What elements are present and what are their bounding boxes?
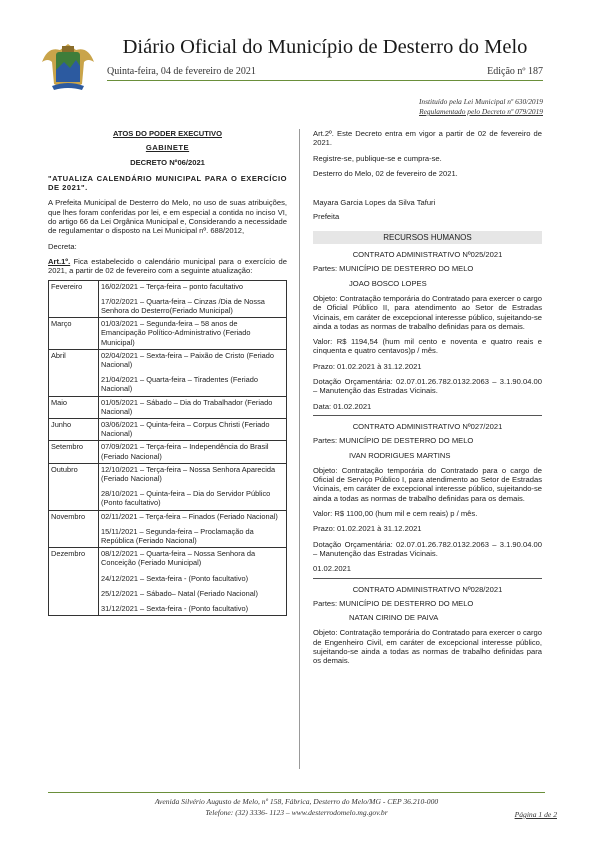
institution-note	[419, 97, 543, 117]
article-1-text: Fica estabelecido o calendário municipal para o exercício de 2021, a partir de 02 de fevereiro com a seguinte atualização:	[48, 256, 287, 276]
calendar-row	[49, 318, 287, 350]
calendar-row	[49, 510, 287, 548]
edition-number: Edição nº 187	[487, 66, 543, 77]
calendar-row	[49, 396, 287, 418]
contract-name: NATAN CIRINO DE PAIVA	[349, 613, 439, 623]
calendar-month: Outubro	[49, 463, 99, 510]
place-date: Desterro do Melo, 02 de fevereiro de 2021.	[313, 168, 458, 178]
footer-address: Avenida Silvério Augusto de Melo, nº 158, Fábrica, Desterro do Melo/MG - CEP 36.210-000	[154, 797, 439, 806]
calendar-event: 31/12/2021 – Sexta-feira - (Ponto facultativo)	[101, 604, 249, 614]
contract-block	[313, 585, 542, 666]
contract-parties: Partes: MUNICÍPIO DE DESTERRO DO MELO	[313, 436, 474, 446]
calendar-event: 08/12/2021 – Quarta-feira – Nossa Senhora da Conceição (Feriado Municipal)	[101, 549, 256, 568]
calendar-event: 21/04/2021 – Quarta-feira – Tiradentes (Feriado Nacional)	[101, 375, 258, 394]
footer	[48, 796, 545, 818]
coat-of-arms-icon	[38, 40, 98, 92]
calendar-events	[99, 396, 287, 418]
issue-date: Quinta-feira, 04 de fevereiro de 2021	[107, 66, 256, 77]
calendar-event: 01/05/2021 – Sábado – Dia do Trabalhador (Feriado Nacional)	[101, 397, 273, 416]
calendar-event: 24/12/2021 – Sexta-feira - (Ponto facultativo)	[101, 573, 249, 583]
contract-value: Valor: R$ 1100,00 (hum mil e cem reais) p / mês.	[313, 509, 478, 519]
calendar-event: 03/06/2021 – Quinta-feira – Corpus Christi (Feriado Nacional)	[101, 420, 270, 439]
contract-date: 01.02.2021	[313, 564, 352, 574]
calendar-events	[99, 280, 287, 318]
calendar-month: Abril	[49, 349, 99, 396]
contract-title: CONTRATO ADMINISTRATIVO Nº025/2021	[352, 250, 503, 260]
decree-ementa: "ATUALIZA CALENDÁRIO MUNICIPAL PARA O EXERCÍCIO DE 2021".	[48, 173, 287, 193]
signer-role: Prefeita	[313, 212, 340, 222]
contract-object: Objeto: Contratação temporária do Contratado para exercer o cargo de Oficial Público II, para atendimento ao Setor de Estradas Vicinais, em caráter de excepcional interesse público, sujeitando-se ainda a todas as normas de trabalho definidas para os demais.	[313, 293, 542, 331]
calendar-events	[99, 463, 287, 510]
calendar-event: 02/11/2021 – Terça-feira – Finados (Feriado Nacional)	[101, 511, 278, 521]
calendar-event: 07/09/2021 – Terça-feira – Independência do Brasil (Feriado Nacional)	[101, 442, 269, 461]
calendar-row	[49, 463, 287, 510]
page-title: Diário Oficial do Município de Desterro do Melo	[122, 36, 528, 58]
calendar-event: 01/03/2021 – Segunda-feira – 58 anos de Emancipação Político-Administrativo (Feriado Municipal)	[101, 319, 251, 347]
contract-budget: Dotação Orçamentária: 02.07.01.26.782.0132.2063 – 3.1.90.04.00 – Manutenção das Estradas Vicinais.	[313, 539, 542, 558]
column-divider	[299, 129, 300, 769]
calendar-events	[99, 441, 287, 463]
subsection-title: GABINETE	[145, 143, 190, 153]
calendar-month: Dezembro	[49, 548, 99, 616]
page-number: Página 1 de 2	[514, 810, 557, 819]
calendar-row	[49, 441, 287, 463]
institution-line: Instituído pela Lei Municipal nº 630/2019	[418, 97, 543, 106]
header-rule	[107, 80, 543, 81]
calendar-row	[49, 280, 287, 318]
calendar-month: Setembro	[49, 441, 99, 463]
contract-title: CONTRATO ADMINISTRATIVO Nº027/2021	[352, 421, 503, 431]
signer-name: Mayara Garcia Lopes da Silva Tafuri	[313, 198, 436, 208]
calendar-month: Março	[49, 318, 99, 350]
contract-object: Objeto: Contratação temporária do Contratado para o cargo de Oficial de Serviço Público I, para atendimento ao Setor de Estradas Vicinais, em caráter de excepcional interesse público, sujeitando-se ainda a todas as normas de trabalho definidas para os demais.	[313, 465, 542, 503]
contract-block	[313, 250, 542, 411]
contract-term: Prazo: 01.02.2021 à 31.12.2021	[313, 361, 422, 371]
article-2: Art.2º. Este Decreto entra em vigor a partir de 02 de fevereiro de 2021.	[313, 129, 542, 148]
calendar-table	[48, 280, 287, 617]
calendar-month: Novembro	[49, 510, 99, 548]
calendar-events	[99, 349, 287, 396]
calendar-event: 17/02/2021 – Quarta-feira – Cinzas /Dia de Nossa Senhora do Desterro(Feriado Municipal)	[101, 296, 265, 315]
calendar-event: 02/04/2021 – Sexta-feira – Paixão de Cristo (Feriado Nacional)	[101, 350, 274, 369]
contract-value: Valor: R$ 1194,54 (hum mil cento e noventa e quatro reais e cinquenta e quatro centavos)p / mês.	[313, 337, 542, 356]
contract-object: Objeto: Contratação temporária do Contratado para exercer o cargo de Engenheiro Civil, em caráter de excepcional interesse público, sujeitando-se ainda a todas as normas de trabalho definidas para os demais.	[313, 628, 542, 666]
publish-note: Registre-se, publique-se e cumpra-se.	[313, 153, 442, 163]
contract-block	[313, 422, 542, 574]
calendar-row	[49, 349, 287, 396]
calendar-events	[99, 548, 287, 616]
contract-parties: Partes: MUNICÍPIO DE DESTERRO DO MELO	[313, 598, 474, 608]
contract-name: IVAN RODRIGUES MARTINS	[349, 450, 451, 460]
contract-budget: Dotação Orçamentária: 02.07.01.26.782.0132.2063 – 3.1.90.04.00 – Manutenção das Estradas Vicinais.	[313, 377, 542, 396]
calendar-event: 28/10/2021 – Quinta-feira – Dia do Servidor Público (Ponto facultativo)	[101, 489, 271, 508]
contract-term: Prazo: 01.02.2021 à 31.12.2021	[313, 524, 422, 534]
calendar-row	[49, 548, 287, 616]
decree-number: DECRETO Nº06/2021	[130, 157, 205, 167]
calendar-event: 16/02/2021 – Terça-feira – ponto facultativo	[101, 281, 244, 291]
footer-rule	[48, 792, 545, 793]
section-banner: RECURSOS HUMANOS	[313, 231, 542, 244]
contract-title: CONTRATO ADMINISTRATIVO Nº028/2021	[352, 584, 503, 594]
decree-preamble: A Prefeita Municipal de Desterro do Melo, no uso de suas atribuições, que lhes foram conferidas por lei, e em especial a contida no inciso VI, do artigo 66 da Lei Orgânica Municipal e, Considerando a necessidade de regulamentar o disposto na Lei Municipal nº. 688/2012,	[48, 198, 287, 236]
footer-contact: Telefone: (32) 3336- 1123 – www.desterrodomelo.mg.gov.br	[205, 808, 388, 817]
left-column	[48, 129, 287, 616]
calendar-events	[99, 318, 287, 350]
calendar-event: 25/12/2021 – Sábado– Natal (Feriado Nacional)	[101, 588, 258, 598]
calendar-month: Junho	[49, 419, 99, 441]
calendar-month: Fevereiro	[49, 280, 99, 318]
calendar-month: Maio	[49, 396, 99, 418]
contract-parties: Partes: MUNICÍPIO DE DESTERRO DO MELO	[313, 264, 474, 274]
contract-divider	[313, 578, 542, 579]
article-1	[48, 257, 287, 276]
contract-date: Data: 01.02.2021	[313, 401, 372, 411]
right-column	[313, 129, 542, 672]
calendar-events	[99, 510, 287, 548]
regulation-line: Regulamentado pelo Decreto nº 079/2019	[419, 107, 543, 116]
article-1-label: Art.1º.	[48, 256, 71, 266]
calendar-events	[99, 419, 287, 441]
calendar-row	[49, 419, 287, 441]
contract-name: JOAO BOSCO LOPES	[349, 278, 427, 288]
calendar-event: 15/11/2021 – Segunda-feira – Proclamação da República (Feriado Nacional)	[101, 526, 254, 546]
section-title: ATOS DO PODER EXECUTIVO	[112, 129, 222, 138]
decree-decreta: Decreta:	[48, 241, 77, 251]
contract-divider	[313, 415, 542, 416]
calendar-event: 12/10/2021 – Terça-feira – Nossa Senhora Aparecida (Feriado Nacional)	[101, 464, 276, 484]
